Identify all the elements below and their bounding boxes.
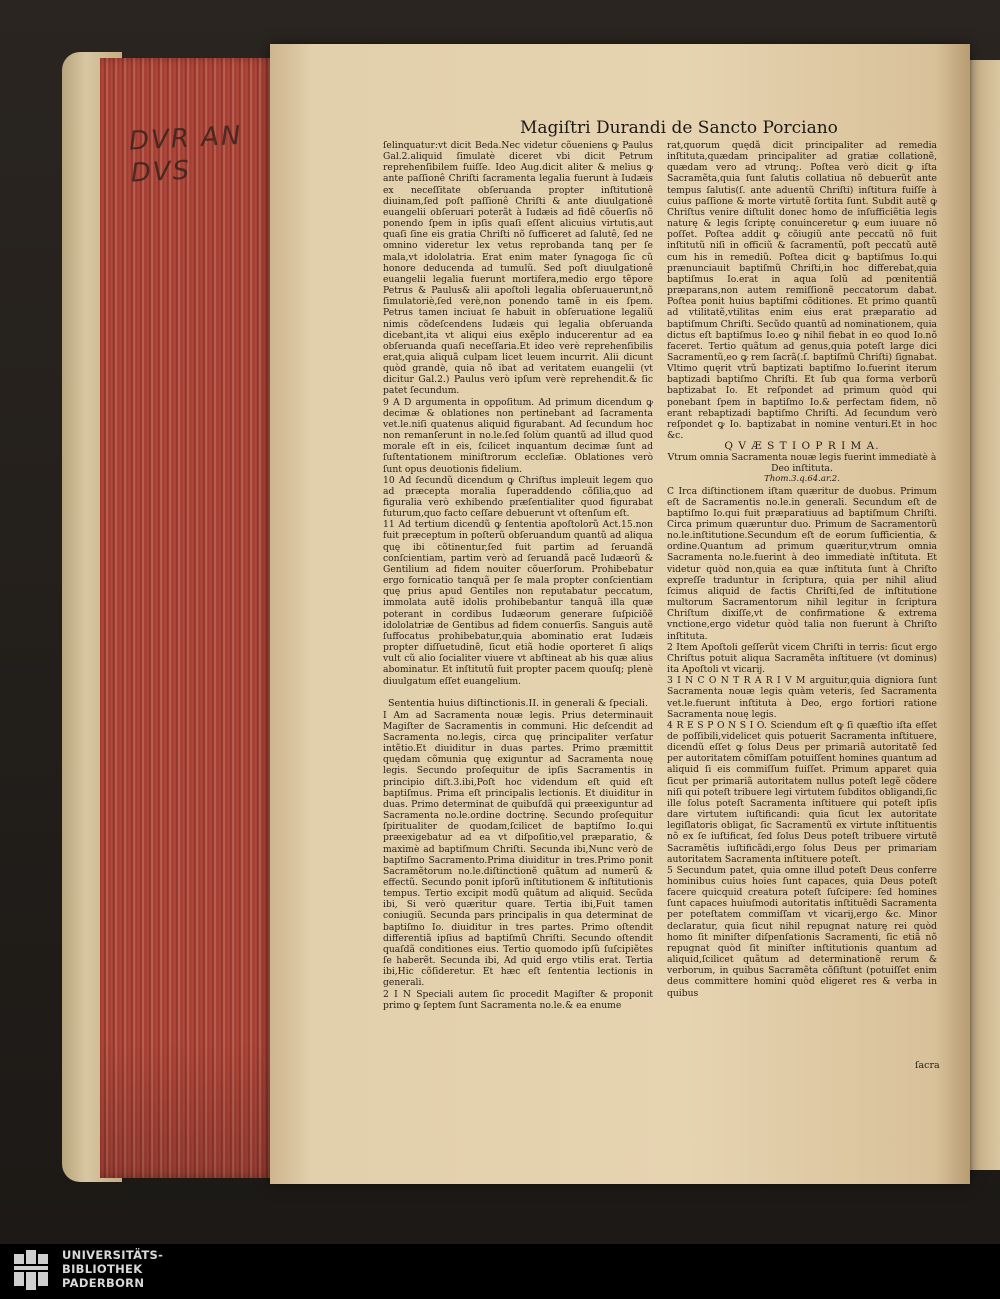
catchword: ſacra [915, 1060, 940, 1071]
quaestio-subtitle: Vtrum omnia Sacramenta nouæ legis fuerint immediatè à Deo inſtituta. [667, 452, 937, 475]
paragraph: 3 I N C O N T R A R I V M arguitur,quia digniora ſunt Sacramenta nouæ legis quàm veteris, ſed Sacramenta vet.le.fuerunt inſtituta à Deo, ergo fortiori ratione Sacramenta nouę legis. [667, 675, 937, 720]
quaestio-title: Q V Æ S T I O P R I M A. [724, 440, 880, 453]
paragraph: 11 Ad tertium dicendũ ꝙ ſententia apoſtolorũ Act.15.non fuit præceptum in poſterũ obſeruandum quantũ ad aliqua quę ibi cõtinentur,ſed fuit partim ad ſeruandã conſcientiam, partim verò ad ſeruandã pacẽ Iudæorũ & Gentilium ad fidem nouiter cõuerſorum. Prohibebatur ergo fornicatio tanquã per ſe mala propter conſcientiam quę prius apud Gentiles non reputabatur peccatum, immolata autẽ idolis prohibebantur tanquã illa quæ poterant in cordibus Iudæorum generare ſuſpiciõẽ idololatriæ de Gentibus ad fidem conuerſis. Sanguis autẽ ſuffocatus prohibebatur,quia abominatio erat Iudæis propter diſſuetudinẽ, ſicut etiã hodie oporteret ſi aliqs vult cũ alio ſocialiter viuere vt abſtineat ab his quæ alius abominatur. Et inſtitutũ fuit propter pacem quouſq; plenè diuulgatum eſſet euangelium. [383, 519, 653, 687]
paragraph: 2 Item Apoſtoli geſſerũt vicem Chriſti in terris: ſicut ergo Chriſtus potuit aliqua Sacramẽta inſtituere (vt dominus) ita Apoſtoli vt vicarij. [667, 641, 937, 676]
paragraph: 10 Ad ſecundũ dicendum ꝙ Chriſtus impleuit legem quo ad præcepta moralia ſuperaddendo cõſilia,quo ad figuralia verò exhibendo præſentialiter quod figurabat futurum,quo facto ceſſare debuerunt vt oſtenſum eſt. [383, 474, 653, 520]
library-name [62, 1248, 163, 1290]
left-column [383, 140, 653, 1011]
library-name-line: UNIVERSITÄTS- [62, 1248, 164, 1262]
paragraph: 5 Secundum patet, quia omne illud poteſt Deus conferre hominibus cuius hoies ſunt capaces, quia Deus poteſt facere quicquid creatura poteſt ſuſcipere: ſed homines ſunt capaces huiuſmodi autoritatis inſtituẽdi Sacramenta per poteſtatem commiſſam vt vicarij,ergo &c. Minor declaratur, quia ſicut nihil repugnat naturę rei quòd homo ſit miniſter diſpenſationis Sacramenti, ſic etiã nõ repugnat quòd ſit miniſter inſtitutionis quantum ad aliquid,ſcilicet quãtum ad determinationẽ rerum & verborum, in quibus Sacramẽta cõſiſtunt (potuiſſet enim deus committere homini quòd eligeret res & verba in quibus [667, 864, 937, 999]
paragraph: I Am ad Sacramenta nouæ legis. Prius determinauit Magiſter de Sacramentis in communi. Hic deſcendit ad Sacramenta no.legis, circa quę principaliter verſatur intẽtio.Et diuiditur in duas partes. Primo præmittit quędam cõmunia quę exiguntur ad Sacramenta nouę legis. Secundo proſequitur de ipſis Sacramentis in principio diſt.3.ibi,Poſt hoc videndum eſt quid eſt baptiſmus. Prima eſt principalis lectionis. Et diuiditur in duas. Primo determinat de quibuſdã qui præexiguntur ad Sacramenta no.le.ordine doctrinę. Secundo proſequitur ſpiritualiter de quodam,ſcilicet de baptiſmo Io.qui præexigebatur ad ea vt diſpoſitio,vel præparatio, & maximè ad baptiſmum Chriſti. Secunda ibi,Nunc verò de baptiſmo Sacramento.Prima diuiditur in tres.Primo ponit Sacramẽtorum no.le.diſtinctionẽ quãtum ad numerũ & effectũ. Secundo ponit ipſorũ inſtitutionem & inſtitutionis tempus. Tertio excipit modũ quãtum ad aliquid. Secũda ibi, Si verò quæritur quare. Tertia ibi,Fuit tamen coniugiũ. Secunda pars principalis in qua determinat de baptiſmo Io. diuiditur in tres partes. Primo oſtendit differentiã ipſius ad baptiſmũ Chriſti. Secundo oſtendit quaſdã conditiones eius. Tertio quomodo ipſũ ſuſcipiẽtes ſe haberẽt. Secunda ibi, Ad quid ergo vtilis erat. Tertia ibi,Hic cõſideretur. Et hæc eſt ſententia lectionis in generali. [383, 709, 653, 989]
paragraph: 2 I N Speciali autem ſic procedit Magiſter & proponit primo ꝙ ſeptem ſunt Sacramenta no.le.& ea enume [383, 988, 653, 1011]
section-heading: Sententia huius diſtinctionis.II. in generali & ſpeciali. [387, 697, 648, 709]
right-column [667, 140, 937, 999]
library-name-line: BIBLIOTHEK [62, 1262, 143, 1276]
paragraph: 9 A D argumenta in oppoſitum. Ad primum dicendum ꝙ decimæ & oblationes non pertinebant ad ſacramenta vet.le.niſi quatenus aliquid figurabant. Ad ſecundum hoc non remanſerunt in no.le.ſed ſolùm quantũ ad illud quod morale eſt in eis, ſcilicet inquantum decimæ ſunt ad ſuſtentationem miniſtrorum eccleſiæ. Oblationes verò ſunt opus deuotionis fidelium. [383, 396, 653, 475]
paragraph: 4 R E S P O N S I O. Sciendum eſt ꝙ ſi quæſtio iſta eſſet de poſſibili,videlicet quis potuerit Sacramenta inſtituere, dicendũ eſſet ꝙ ſolus Deus per primariã autoritatẽ ſed per autoritatem cõmiſſam potuiſſent homines quantum ad aliquid ſi eis commiſſum fuiſſet. Primum apparet quia ſicut per primariã autoritatem nullus poteſt legẽ cõdere niſi qui poteſt tribuere legi virtutem ſubditos obligandi,ſic ille ſolus poteſt Sacramenta inſtituere qui poteſt ipſis dare virtutem iuſtificandi: quia ſicut lex autoritate legiſlatoris obligat, ſic Sacramentũ ex virtute inſtituentis nõ ex ſe iuſtificat, ſed ſolus Deus poteſt tribuere virtutẽ Sacramẽtis iuſtificãdi,ergo ſolus Deus per primariam autoritatem Sacramenta inſtituere poteſt. [667, 719, 937, 865]
paragraph: rat,quorum quędã dicit principaliter ad remedia inſtituta,quædam principaliter ad gratiæ collationẽ, quædam vero ad vtrunq;. Poſtea verò dicit ꝙ iſta Sacramẽta,quia ſunt ſalutis collatiua nõ debuerũt ante tempus ſalutis(ſ. ante aduentũ Chriſti) inſtitura fuiſſe à cuius paſſione & morte virtutẽ ſortita ſunt. Subdit autẽ ꝙ Chriſtus venire diſtulit donec homo de inſufficiẽtia legis naturę & legis ſcriptę conuinceretur ꝙ eum iuuare nõ poſſet. Poſtea addit ꝙ cõiugiũ ante peccatũ nõ fuit inſtitutũ niſi in officiũ & ſacramentũ, poſt peccatũ autẽ cum his in remediũ. Poſtea dicit ꝙ baptiſmus Io.qui prænunciauit baptiſmũ Chriſti,in hoc differebat,quia baptiſmus Io.erat in aqua ſolũ ad pœnitentiã præparans,non autem remiſſionẽ peccatorum dabat. Poſtea ponit huius baptiſmi cõditiones. Et primo quantũ ad vtilitatẽ,vtilitas enim eius erat præparatio ad baptiſmum Chriſti. Secũdo quantũ ad nominationem, quia dictus eſt baptiſmus Io.eo ꝙ nihil fiebat in eo quod Io.nõ faceret. Tertio quãtum ad genus,quia poteſt large dici Sacramentũ,eo ꝙ rem ſacrã(.ſ. baptiſmũ Chriſti) ſignabat. Vltimo quęrit vtrũ baptizati baptiſmo Io.fuerint iterum baptizadi baptiſmo Chriſti. Et ſub qua forma verborũ baptizabat Io. Et reſpondet ad primum quòd qui ponebant ſpem in baptiſmo Io.& perfectam fidem, nõ erant rebaptizadi baptiſmo Chriſti. Ad ſecundum verò reſpondet ꝙ Io. baptizabat in nomine venturi.Et in hoc &c. [667, 140, 937, 442]
red-page-edges [100, 58, 278, 1178]
manuscript-note: DVR AN DVS [128, 120, 244, 189]
library-name-line: PADERBORN [62, 1276, 145, 1290]
running-head: Magiſtri Durandi de Sancto Porciano [520, 118, 838, 138]
library-logo-icon [12, 1248, 52, 1292]
library-footer [0, 1244, 1000, 1299]
quaestio-reference: Thom.3.q.64.ar.2. [764, 474, 840, 485]
paragraph: ſelinquatur:vt dicit Beda.Nec videtur cõueniens ꝙ Paulus Gal.2.aliquid ſimulatè diceret vbi dicit Petrum reprehenſibilem fuiſſe. Ideo Aug.dicit aliter & melius ꝙ ante paſſionê Chriſti ſacramenta legalia fuerunt à Iudæis ex neceſſitate obſeruanda propter inſtitutionê diuinam,ſed poſt paſſionê Chriſti & ante diuulgationê euangelii obſeruari poterãt à Iudæis ad fidê cõuerſis nõ ponendo ſpem in ipſis quaſi eſſent alicuius virtutis,aut quaſi ſine eis gratia Chriſti nõ ſufficeret ad ſalutê, ſed ne omnino videretur lex vetus reprobanda tanꝗ per ſe mala,vt idololatria. Erat enim mater ſynagoga ſic cũ honore deducenda ad tumulũ. Sed poſt diuulgationê euangelii legalia fuerunt mortifera,medio ergo tẽpore Petrus & Paulus& alii apoſtoli legalia obſeruauerunt,nõ ſimulatoriè,ſed verè,non ponendo tamẽ in eis ſpem. Petrus tamen inciuat ſe habuit in obſeruatione legaliũ nimis cõdeſcendens Iudæis qui legalia obſeruanda dicebant,ita vt aliqui eius exẽplo inducerentur ad ea obſeruanda quaſi neceſſaria.Et ideo verè reprehenſibilis erat,quia aliquã culpam licet leuem incurrit. Alii dicunt quòd grandè, quia nõ ibat ad veritatem euangelii (vt dicitur Gal.2.) Paulus verò ipſum verè reprehendit.& ſic patet ſecundum. [383, 140, 653, 397]
paragraph: C Irca diſtinctionem iſtam quæritur de duobus. Primum eſt de Sacramentis no.le.in generali. Secundum eſt de baptiſmo Io.qui fuit præparatiuus ad baptiſmum Chriſti. Circa primum quæruntur duo. Primum de Sacramentorũ no.le.inſtitutione.Secundum eſt de eorum ſufficientia, & ordine.Quantum ad primum quæritur,vtrum omnia Sacramenta no.le.fuerint à deo immediatè inſtituta. Et videtur quòd non,quia ea quæ inſtituta ſunt à Chriſto expreſſe traduntur in ſcriptura, quia per nihil aliud ſcimus aliquid de factis Chriſti,ſed de inſtitutione multorum Sacramentorum nihil legitur in ſcriptura Chriſtum dixiſſe,vt de confirmatione & extrema vnctione,ergo videtur quòd talia non fuerunt à Chriſto inſtituta. [667, 485, 937, 642]
